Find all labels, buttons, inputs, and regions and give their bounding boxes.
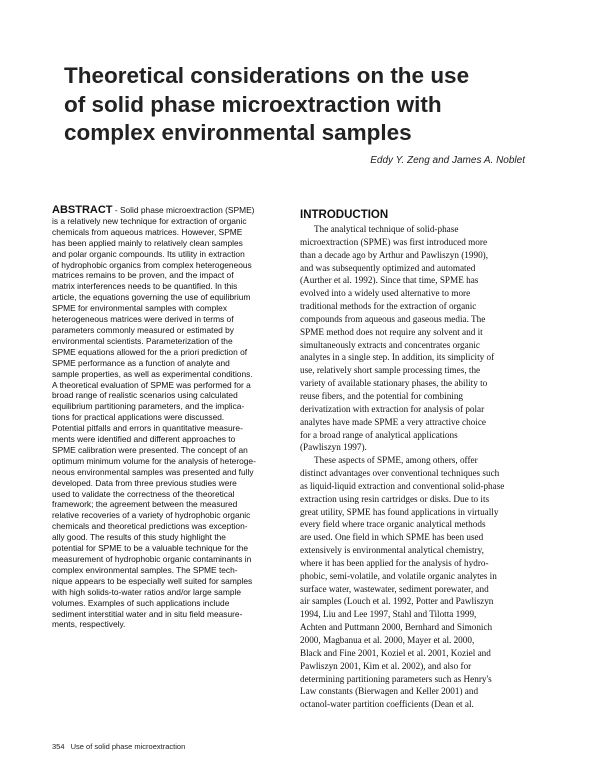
paragraph-line: Law constants (Bierwagen and Keller 2001) and (300, 686, 479, 697)
abstract-line: and polar organic compounds. Its utility in extraction (52, 248, 245, 259)
abstract-line: sample properties, as well as experimental conditions. (52, 368, 253, 379)
paragraph-line: every field where trace organic analytical methods (300, 519, 486, 530)
authors: Eddy Y. Zeng and James A. Noblet (370, 155, 525, 166)
abstract-first-line (52, 205, 292, 216)
abstract-line: neous environmental samples was presented and fully (52, 466, 254, 477)
abstract-line: ments, respectively. (52, 619, 126, 630)
title-line: of solid phase microextraction with (64, 91, 442, 117)
abstract-line: volumes. Examples of such applications include (52, 597, 230, 608)
paragraph-line: use, relatively short sample processing times, the (300, 365, 481, 376)
paragraph-line: Achten and Puttmann 2000, Bernhard and Simonich (300, 622, 493, 633)
paragraph-line: for a broad range of analytical applications (300, 429, 458, 440)
abstract-line: nique appears to be especially well suited for samples (52, 575, 253, 586)
article-title (64, 62, 564, 148)
abstract-line: potential for SPME to be a valuable technique for the (52, 543, 249, 554)
paragraph-line: great utility, SPME has found applications in virtually (300, 506, 499, 517)
abstract-line: equilibrium partitioning parameters, and the implica- (52, 401, 245, 412)
paragraph-line: derivatization with extraction for analysis of polar (300, 403, 485, 414)
paragraph-line: variety of available stationary phases, the ability to (300, 378, 488, 389)
abstract-line: SPME equations allowed for the a priori prediction of (52, 346, 248, 357)
abstract-column (52, 205, 292, 630)
paragraph-line: 1994, Liu and Lee 1997, Stahl and Tilotta 1999, (300, 609, 477, 620)
paragraph-line: evolved into a widely used alternative to more (300, 288, 471, 299)
abstract-line: environmental scientists. Parameterization of the (52, 335, 233, 346)
title-line: complex environmental samples (64, 120, 412, 145)
paragraph-line: extraction using resin cartridges or disks. Due to its (300, 493, 490, 504)
abstract-line: ally good. The results of this study highlight the (52, 532, 226, 543)
abstract-line: broad range of realistic scenarios using calculated (52, 390, 238, 401)
paragraph-line: These aspects of SPME, among others, offer (314, 455, 478, 466)
abstract-line: - Solid phase microextraction (SPME) (112, 205, 255, 215)
paragraph-line: air samples (Louch et al. 1992, Potter and Pawliszyn (300, 596, 494, 607)
paragraph-line: reuse fibers, and the potential for combining (300, 390, 464, 401)
abstract-line: has been applied mainly to relatively clean samples (52, 237, 243, 248)
paragraph-line: extensively is environmental analytical chemistry, (300, 545, 484, 556)
abstract-line: sediment interstitial water and in situ field measure- (52, 608, 243, 619)
abstract-line: tions for practical applications were discussed. (52, 412, 225, 423)
abstract-line: A theoretical evaluation of SPME was performed for a (52, 379, 251, 390)
abstract-line: heterogeneous matrices were derived in terms of (52, 314, 234, 325)
paragraph-line: (Pawliszyn 1997). (300, 442, 367, 453)
paragraph-line: analytes in a single step. In addition, its simplicity of (300, 352, 495, 363)
abstract-line: ments were identified and different approaches to (52, 434, 236, 445)
abstract-line: SPME for environmental samples with complex (52, 303, 228, 314)
abstract-heading: ABSTRACT (52, 204, 113, 216)
introduction-heading: INTRODUCTION (300, 209, 389, 221)
paragraph-line: and was subsequently optimized and automated (300, 262, 476, 273)
paragraph-line: compounds from aqueous and gaseous media. The (300, 313, 486, 324)
abstract-line: chemicals and theoretical predictions was exception- (52, 521, 248, 532)
abstract-line: Potential pitfalls and errors in quantitative measure- (52, 423, 243, 434)
paragraph-line: (Aurther et al. 1992). Since that time, SPME has (300, 275, 479, 286)
running-title: Use of solid phase microextraction (70, 742, 186, 751)
abstract-line: SPME performance as a function of analyte and (52, 357, 230, 368)
paragraph-line: traditional methods for the extraction of organic (300, 301, 477, 312)
paragraph-line: where it has been applied for the analysis of hydro- (300, 557, 489, 568)
abstract-line: complex environmental samples. The SPME tech- (52, 564, 238, 575)
paragraph-line: SPME method does not require any solvent and it (300, 326, 483, 337)
paragraph-line: than a decade ago by Arthur and Pawliszyn (1990), (300, 249, 489, 260)
paragraph-line: distinct advantages over conventional techniques such (300, 468, 500, 479)
abstract-line: article, the equations governing the use of equilibrium (52, 292, 251, 303)
abstract-line: matrix interferences needs to be quantified. In this (52, 281, 238, 292)
abstract-line: with high solids-to-water ratios and/or large sample (52, 586, 241, 597)
paragraph-line: as liquid-liquid extraction and conventional solid-phase (300, 480, 505, 491)
paragraph-line: surface water, wastewater, sediment porewater, and (300, 583, 489, 594)
abstract-line: used to validate the correctness of the theoretical (52, 488, 235, 499)
paragraph-line: octanol-water partition coefficients (Dean et al. (300, 699, 474, 710)
abstract-line: measurement of hydrophobic organic contaminants in (52, 554, 252, 564)
page-footer (52, 742, 185, 751)
abstract-line: of hydrophobic organics from complex heterogeneous (52, 259, 252, 270)
page-number: 354 (52, 742, 65, 751)
abstract-line: developed. Data from three previous studies were (52, 477, 237, 488)
abstract-line: optimum minimum volume for the analysis of heteroge- (52, 455, 256, 466)
introduction-column (300, 209, 560, 711)
abstract-line: chemicals from aqueous matrices. However, SPME (52, 226, 243, 237)
paragraph-line: simultaneously extracts and concentrates organic (300, 339, 480, 350)
title-line: Theoretical considerations on the use (64, 63, 470, 88)
paragraph-line: Pawliszyn 2001, Kim et al. 2002), and also for (300, 660, 472, 671)
paragraph-line: The analytical technique of solid-phase (314, 224, 459, 234)
abstract-line: SPME calibration were presented. The concept of an (52, 444, 248, 455)
paragraph-line: microextraction (SPME) was first introduced more (300, 236, 488, 247)
paragraph-line: Black and Fine 2001, Koziel et al. 2001, Koziel and (300, 647, 491, 658)
abstract-line: parameters commonly measured or estimated by (52, 324, 234, 335)
abstract-line: relative recoveries of a variety of hydrophobic organic (52, 510, 251, 521)
abstract-line: is a relatively new technique for extraction of organic (52, 215, 247, 226)
paragraph-line: analytes have made SPME a very attractive choice (300, 416, 486, 427)
paragraph-line: 2000, Magbanua et al. 2000, Mayer et al. 2000, (300, 635, 475, 645)
abstract-line: matrices remains to be proven, and the impact of (52, 270, 234, 281)
paragraph-line: are used. One field in which SPME has been used (300, 532, 484, 543)
paragraph-line: determining partitioning parameters such as Henry's (300, 673, 492, 684)
paragraph-line: phobic, semi-volatile, and volatile organic analytes in (300, 570, 497, 581)
abstract-line: framework; the agreement between the measured (52, 499, 238, 510)
